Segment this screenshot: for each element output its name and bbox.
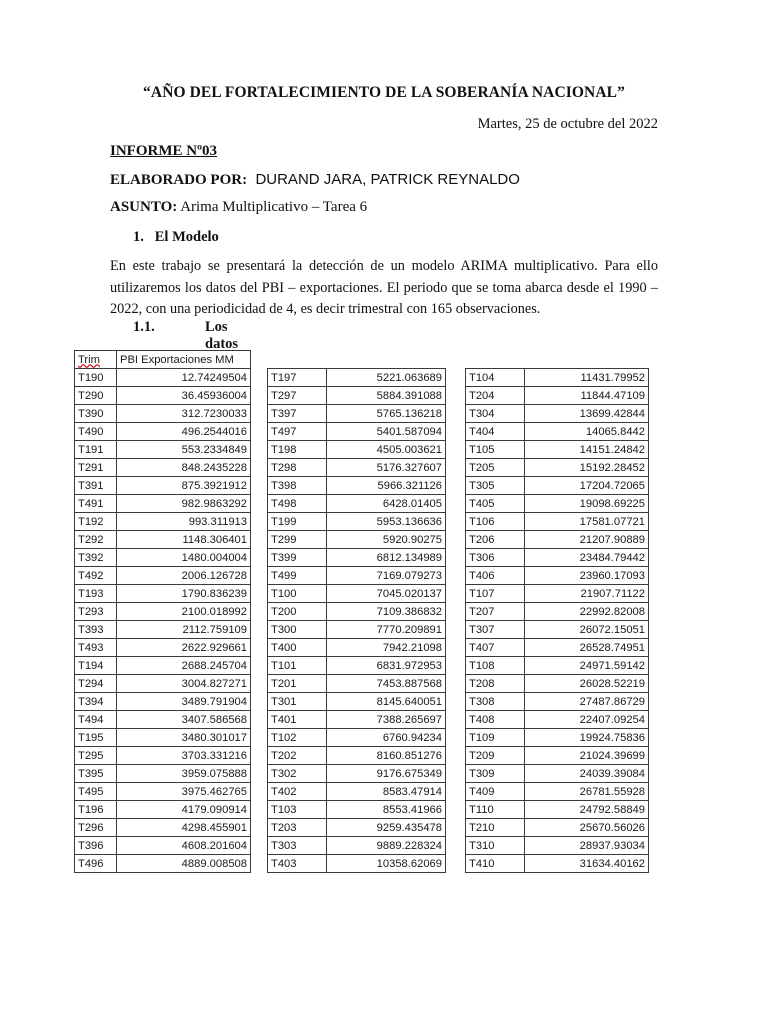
table-row [268, 729, 446, 747]
value-cell: 5176.327607 [327, 459, 446, 477]
period-cell: T309 [466, 765, 525, 783]
value-cell: 7169.079273 [327, 567, 446, 585]
value-cell: 7770.209891 [327, 621, 446, 639]
value-cell: 6428.01405 [327, 495, 446, 513]
table-row [466, 837, 649, 855]
value-cell: 5401.587094 [327, 423, 446, 441]
period-cell: T298 [268, 459, 327, 477]
period-cell: T306 [466, 549, 525, 567]
table-row [75, 387, 251, 405]
value-cell: 22992.82008 [525, 603, 649, 621]
table-row [75, 459, 251, 477]
value-cell: 24971.59142 [525, 657, 649, 675]
section-heading-1-1 [133, 319, 239, 352]
value-cell: 5920.90275 [327, 531, 446, 549]
period-cell: T100 [268, 585, 327, 603]
section-number: 1.1. [133, 319, 155, 335]
value-cell: 7109.386832 [327, 603, 446, 621]
period-cell: T109 [466, 729, 525, 747]
value-cell: 982.9863292 [117, 495, 251, 513]
data-table-3 [465, 368, 649, 873]
period-cell: T291 [75, 459, 117, 477]
table-row [466, 801, 649, 819]
period-cell: T303 [268, 837, 327, 855]
period-cell: T193 [75, 585, 117, 603]
period-cell: T192 [75, 513, 117, 531]
period-cell: T394 [75, 693, 117, 711]
table-row [268, 567, 446, 585]
period-cell: T105 [466, 441, 525, 459]
value-cell: 24792.58849 [525, 801, 649, 819]
table-row [268, 477, 446, 495]
period-cell: T195 [75, 729, 117, 747]
table-row [268, 855, 446, 873]
period-cell: T496 [75, 855, 117, 873]
value-cell: 2006.126728 [117, 567, 251, 585]
author-line [110, 171, 520, 189]
value-cell: 23484.79442 [525, 549, 649, 567]
value-cell: 7942.21098 [327, 639, 446, 657]
table-row [75, 441, 251, 459]
table-row [466, 477, 649, 495]
period-cell: T490 [75, 423, 117, 441]
value-cell: 21207.90889 [525, 531, 649, 549]
period-cell: T499 [268, 567, 327, 585]
period-cell: T497 [268, 423, 327, 441]
section-title: Los datos [205, 319, 239, 352]
table-row [466, 621, 649, 639]
table-row [75, 531, 251, 549]
period-cell: T205 [466, 459, 525, 477]
value-cell: 4179.090914 [117, 801, 251, 819]
value-cell: 3959.075888 [117, 765, 251, 783]
value-cell: 3480.301017 [117, 729, 251, 747]
value-cell: 4298.455901 [117, 819, 251, 837]
table-row [268, 747, 446, 765]
period-cell: T104 [466, 369, 525, 387]
value-cell: 28937.93034 [525, 837, 649, 855]
table-row [75, 729, 251, 747]
subject-value: Arima Multiplicativo – Tarea 6 [180, 199, 368, 215]
table-row [268, 783, 446, 801]
value-cell: 25670.56026 [525, 819, 649, 837]
data-table-1 [74, 350, 251, 873]
data-table-2 [267, 368, 446, 873]
section-number: 1. [133, 229, 144, 245]
author-label: ELABORADO POR: [110, 172, 248, 188]
period-cell: T494 [75, 711, 117, 729]
table-row [268, 693, 446, 711]
table-row [268, 639, 446, 657]
period-cell: T395 [75, 765, 117, 783]
table-row [466, 765, 649, 783]
period-cell: T108 [466, 657, 525, 675]
table-row [466, 603, 649, 621]
value-cell: 8583.47914 [327, 783, 446, 801]
period-cell: T401 [268, 711, 327, 729]
table-row [268, 801, 446, 819]
value-cell: 26528.74951 [525, 639, 649, 657]
period-cell: T397 [268, 405, 327, 423]
table-row [466, 855, 649, 873]
period-cell: T301 [268, 693, 327, 711]
table-row [268, 621, 446, 639]
period-cell: T196 [75, 801, 117, 819]
table-row [466, 585, 649, 603]
author-name: DURAND JARA, PATRICK REYNALDO [255, 171, 520, 188]
table-row [268, 423, 446, 441]
value-cell: 17204.72065 [525, 477, 649, 495]
table-header-row [75, 351, 251, 369]
table-row [466, 387, 649, 405]
table-row [75, 837, 251, 855]
table-row [75, 693, 251, 711]
period-cell: T190 [75, 369, 117, 387]
table-row [466, 783, 649, 801]
period-cell: T491 [75, 495, 117, 513]
period-cell: T492 [75, 567, 117, 585]
table-row [466, 369, 649, 387]
period-cell: T308 [466, 693, 525, 711]
value-cell: 8145.640051 [327, 693, 446, 711]
period-cell: T103 [268, 801, 327, 819]
period-cell: T307 [466, 621, 525, 639]
value-cell: 6760.94234 [327, 729, 446, 747]
document-title: “AÑO DEL FORTALECIMIENTO DE LA SOBERANÍA NACIONAL” [143, 84, 625, 101]
period-cell: T405 [466, 495, 525, 513]
period-cell: T498 [268, 495, 327, 513]
value-cell: 3975.462765 [117, 783, 251, 801]
period-cell: T393 [75, 621, 117, 639]
period-cell: T297 [268, 387, 327, 405]
value-cell: 6812.134989 [327, 549, 446, 567]
value-cell: 553.2334849 [117, 441, 251, 459]
value-cell: 27487.86729 [525, 693, 649, 711]
table-row [268, 387, 446, 405]
period-cell: T106 [466, 513, 525, 531]
table-row [466, 567, 649, 585]
value-cell: 848.2435228 [117, 459, 251, 477]
period-cell: T107 [466, 585, 525, 603]
table-row [466, 675, 649, 693]
value-cell: 2622.929661 [117, 639, 251, 657]
table-row [268, 819, 446, 837]
value-cell: 5884.391088 [327, 387, 446, 405]
period-cell: T210 [466, 819, 525, 837]
period-cell: T310 [466, 837, 525, 855]
value-cell: 19924.75836 [525, 729, 649, 747]
period-cell: T294 [75, 675, 117, 693]
table-row [466, 729, 649, 747]
value-cell: 2112.759109 [117, 621, 251, 639]
header-pbi: PBI Exportaciones MM [117, 351, 251, 369]
value-cell: 11431.79952 [525, 369, 649, 387]
period-cell: T209 [466, 747, 525, 765]
value-cell: 17581.07721 [525, 513, 649, 531]
period-cell: T408 [466, 711, 525, 729]
period-cell: T197 [268, 369, 327, 387]
table-row [75, 675, 251, 693]
period-cell: T406 [466, 567, 525, 585]
value-cell: 9259.435478 [327, 819, 446, 837]
value-cell: 3004.827271 [117, 675, 251, 693]
table-row [268, 513, 446, 531]
table-row [75, 783, 251, 801]
value-cell: 6831.972953 [327, 657, 446, 675]
section-heading-1 [133, 229, 219, 246]
intro-paragraph: En este trabajo se presentará la detección de un modelo ARIMA multiplicativo. Para ello utilizaremos los datos del PBI – exportaciones. El periodo que se toma abarca desde el 1990 – 2022, con una periodicidad de 4, es decir trimestral con 165 observaciones. [110, 258, 658, 317]
table-row [466, 495, 649, 513]
table-row [466, 423, 649, 441]
value-cell: 4889.008508 [117, 855, 251, 873]
period-cell: T203 [268, 819, 327, 837]
table-row [75, 549, 251, 567]
value-cell: 21907.71122 [525, 585, 649, 603]
period-cell: T110 [466, 801, 525, 819]
period-cell: T207 [466, 603, 525, 621]
period-cell: T200 [268, 603, 327, 621]
period-cell: T396 [75, 837, 117, 855]
value-cell: 36.45936004 [117, 387, 251, 405]
table-row [268, 837, 446, 855]
period-cell: T194 [75, 657, 117, 675]
table-row [466, 405, 649, 423]
informe-number: INFORME Nº03 [110, 143, 218, 159]
period-cell: T409 [466, 783, 525, 801]
subject-label: ASUNTO: [110, 199, 178, 215]
value-cell: 7453.887568 [327, 675, 446, 693]
period-cell: T206 [466, 531, 525, 549]
table-row [268, 765, 446, 783]
value-cell: 312.7230033 [117, 405, 251, 423]
period-cell: T293 [75, 603, 117, 621]
value-cell: 24039.39084 [525, 765, 649, 783]
table-row [466, 639, 649, 657]
period-cell: T300 [268, 621, 327, 639]
table-row [466, 549, 649, 567]
value-cell: 19098.69225 [525, 495, 649, 513]
table-row [268, 657, 446, 675]
table-row [268, 549, 446, 567]
table-row [75, 585, 251, 603]
period-cell: T201 [268, 675, 327, 693]
period-cell: T407 [466, 639, 525, 657]
period-cell: T493 [75, 639, 117, 657]
table-row [466, 711, 649, 729]
table-row [75, 819, 251, 837]
table-row [268, 405, 446, 423]
period-cell: T404 [466, 423, 525, 441]
table-row [268, 441, 446, 459]
period-cell: T204 [466, 387, 525, 405]
period-cell: T198 [268, 441, 327, 459]
table-row [75, 603, 251, 621]
value-cell: 4505.003621 [327, 441, 446, 459]
value-cell: 21024.39699 [525, 747, 649, 765]
value-cell: 1148.306401 [117, 531, 251, 549]
value-cell: 993.311913 [117, 513, 251, 531]
period-cell: T199 [268, 513, 327, 531]
value-cell: 3703.331216 [117, 747, 251, 765]
period-cell: T402 [268, 783, 327, 801]
value-cell: 26028.52219 [525, 675, 649, 693]
value-cell: 23960.17093 [525, 567, 649, 585]
period-cell: T403 [268, 855, 327, 873]
table-row [268, 585, 446, 603]
value-cell: 5966.321126 [327, 477, 446, 495]
table-row [75, 657, 251, 675]
period-cell: T398 [268, 477, 327, 495]
table-row [466, 441, 649, 459]
period-cell: T299 [268, 531, 327, 549]
value-cell: 22407.09254 [525, 711, 649, 729]
period-cell: T304 [466, 405, 525, 423]
value-cell: 11844.47109 [525, 387, 649, 405]
table-row [75, 765, 251, 783]
period-cell: T495 [75, 783, 117, 801]
value-cell: 31634.40162 [525, 855, 649, 873]
table-row [466, 459, 649, 477]
value-cell: 9176.675349 [327, 765, 446, 783]
table-row [466, 513, 649, 531]
value-cell: 5221.063689 [327, 369, 446, 387]
table-row [75, 711, 251, 729]
value-cell: 8553.41966 [327, 801, 446, 819]
value-cell: 15192.28452 [525, 459, 649, 477]
table-row [268, 675, 446, 693]
subject-line [110, 199, 367, 216]
period-cell: T191 [75, 441, 117, 459]
table-row [75, 477, 251, 495]
table-row [268, 711, 446, 729]
value-cell: 496.2544016 [117, 423, 251, 441]
table-row [75, 513, 251, 531]
table-row [75, 423, 251, 441]
table-row [268, 495, 446, 513]
period-cell: T399 [268, 549, 327, 567]
table-row [466, 693, 649, 711]
period-cell: T305 [466, 477, 525, 495]
value-cell: 875.3921912 [117, 477, 251, 495]
period-cell: T296 [75, 819, 117, 837]
period-cell: T292 [75, 531, 117, 549]
document-date: Martes, 25 de octubre del 2022 [477, 116, 658, 132]
table-row [75, 369, 251, 387]
period-cell: T290 [75, 387, 117, 405]
period-cell: T302 [268, 765, 327, 783]
period-cell: T102 [268, 729, 327, 747]
value-cell: 14065.8442 [525, 423, 649, 441]
value-cell: 10358.62069 [327, 855, 446, 873]
value-cell: 12.74249504 [117, 369, 251, 387]
value-cell: 7388.265697 [327, 711, 446, 729]
table-row [466, 657, 649, 675]
table-row [75, 747, 251, 765]
period-cell: T391 [75, 477, 117, 495]
period-cell: T410 [466, 855, 525, 873]
table-row [75, 495, 251, 513]
period-cell: T390 [75, 405, 117, 423]
table-row [466, 819, 649, 837]
value-cell: 5953.136636 [327, 513, 446, 531]
value-cell: 2688.245704 [117, 657, 251, 675]
period-cell: T392 [75, 549, 117, 567]
section-title: El Modelo [154, 229, 219, 245]
table-row [75, 639, 251, 657]
value-cell: 7045.020137 [327, 585, 446, 603]
table-row [466, 531, 649, 549]
value-cell: 14151.24842 [525, 441, 649, 459]
period-cell: T101 [268, 657, 327, 675]
value-cell: 8160.851276 [327, 747, 446, 765]
value-cell: 9889.228324 [327, 837, 446, 855]
period-cell: T400 [268, 639, 327, 657]
value-cell: 1480.004004 [117, 549, 251, 567]
value-cell: 13699.42844 [525, 405, 649, 423]
table-row [268, 369, 446, 387]
value-cell: 3489.791904 [117, 693, 251, 711]
table-row [75, 855, 251, 873]
header-trim: Trim [75, 351, 117, 369]
table-row [268, 459, 446, 477]
table-row [75, 801, 251, 819]
value-cell: 4608.201604 [117, 837, 251, 855]
table-row [268, 531, 446, 549]
value-cell: 5765.136218 [327, 405, 446, 423]
value-cell: 1790.836239 [117, 585, 251, 603]
value-cell: 3407.586568 [117, 711, 251, 729]
value-cell: 26072.15051 [525, 621, 649, 639]
table-row [466, 747, 649, 765]
period-cell: T295 [75, 747, 117, 765]
period-cell: T202 [268, 747, 327, 765]
table-row [75, 405, 251, 423]
period-cell: T208 [466, 675, 525, 693]
value-cell: 2100.018992 [117, 603, 251, 621]
value-cell: 26781.55928 [525, 783, 649, 801]
table-row [268, 603, 446, 621]
table-row [75, 567, 251, 585]
table-row [75, 621, 251, 639]
